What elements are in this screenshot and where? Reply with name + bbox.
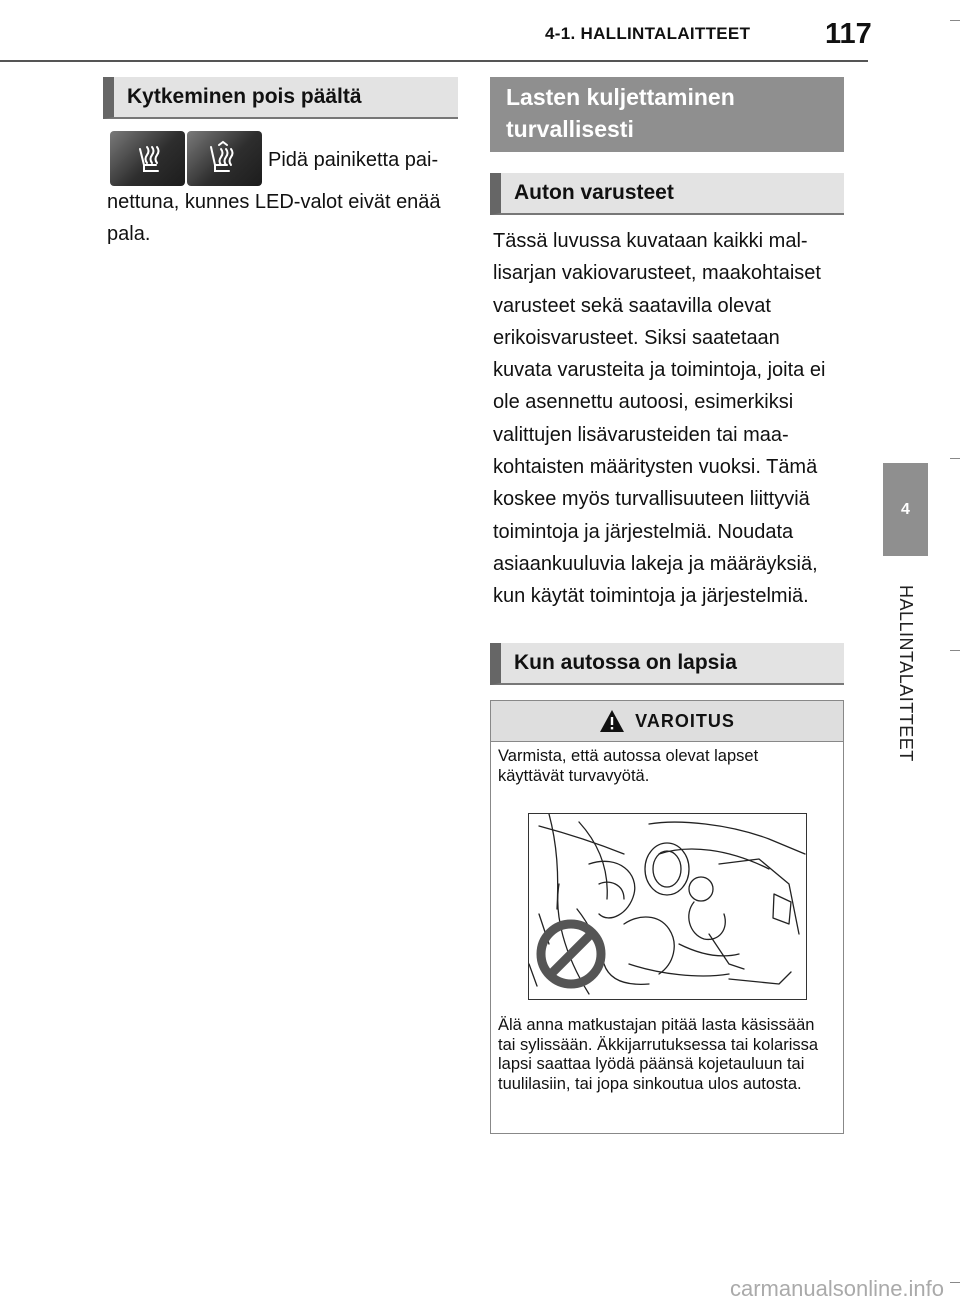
heading-switch-off [103, 77, 458, 119]
header-rule [0, 60, 868, 62]
child-on-lap-illustration [528, 813, 807, 1000]
watermark: carmanualsonline.info [730, 1276, 945, 1301]
equipment-paragraph: Tässä luvussa kuvataan kaikki mallisarjan vakiovarusteet, maakohtaiset varusteet sekä saatavilla olevat erikoisvarusteet. Siksi saatetaan kuvata varusteita ja toimintoja, joita ei ole asennettu autoosi, esimerkiksi valittujen lisävarusteiden tai maakohtaisten määritysten vuoksi. Tämä koskee myös turvallisuuteen liittyviä toimintoja ja järjestelmiä. Noudata asiaankuuluvia lakeja ja määräyksiä, kun käytät toimintoja ja järjestelmiä. [493, 230, 826, 608]
section-title: 4-1. HALLINTALAITTEET [545, 24, 751, 43]
margin-tick [950, 458, 960, 459]
warning-triangle-icon [599, 709, 625, 733]
heading-children-in-car [490, 643, 844, 685]
heading-child-safety [490, 77, 844, 152]
margin-tick [950, 650, 960, 651]
car-interior-illustration [529, 814, 806, 999]
seat-vent-icon [187, 131, 262, 186]
heading-text: Kun autossa on lapsia [514, 651, 737, 674]
chapter-tab [883, 463, 928, 556]
warning-text-bottom: Älä anna matkustajan pitää lasta käsissään tai sylissään. Äkkijarrutuksessa tai kolarissa lapsi saattaa lyödä päänsä kojetauluun tai tuulilasiin, tai jopa sinkoutua ulos autosta. [498, 1016, 819, 1093]
warning-text-top: Varmista, että autossa olevat lapset käyttävät turvavyötä. [498, 747, 759, 785]
seat-ventilation-button-icon [187, 131, 262, 186]
warning-title: VAROITUS [635, 710, 735, 731]
heading-text: Auton varusteet [514, 181, 674, 204]
prohibition-icon [541, 924, 601, 984]
margin-tick [950, 1282, 960, 1283]
chapter-number: 4 [901, 500, 910, 518]
heading-car-equipment [490, 173, 844, 215]
heading-text: Lasten kuljettaminen turvallisesti [506, 84, 735, 142]
chapter-label: HALLINTALAITTEET [896, 585, 916, 762]
seat-heat-icon [110, 131, 185, 186]
warning-header [491, 701, 843, 742]
paragraph-continued: nettuna, kunnes LED-valot eivät enää pala. [107, 191, 441, 246]
heading-text: Kytkeminen pois päältä [127, 85, 362, 108]
margin-tick [950, 20, 960, 21]
page-number: 117 [825, 18, 872, 50]
warning-box [490, 700, 844, 1134]
paragraph-first-line: Pidä painiketta pai- [268, 149, 439, 171]
seat-heater-button-icon [110, 131, 185, 186]
